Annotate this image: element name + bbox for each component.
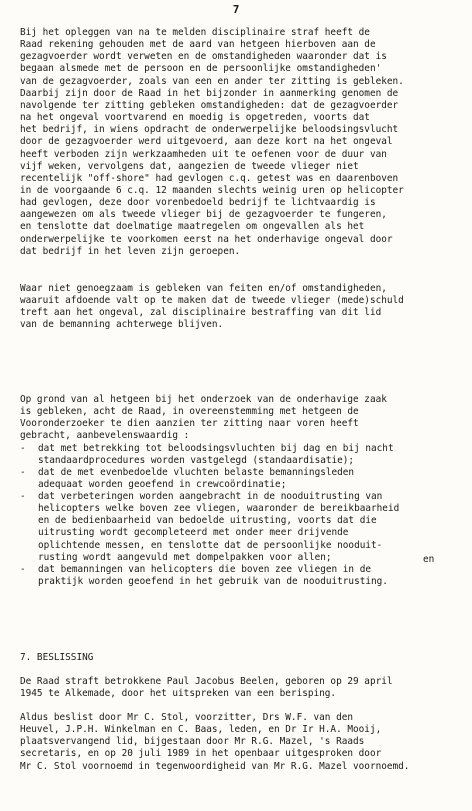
bullet-line: uitrusting wordt gecompleteerd met onder meer drijvende xyxy=(38,527,349,538)
paragraph-5-line: plaatsvervangend lid, bijgestaan door Mr R.G. Mazel, 's Raads xyxy=(20,736,365,747)
paragraph-1-line: van de gezagvoerder, zoals van een en ander ter zitting is gebleken. xyxy=(20,76,404,87)
bullet-dash: - xyxy=(20,491,26,502)
paragraph-5-line: Mr C. Stol voornoemd in tegenwoordigheid van Mr R.G. Mazel voornoemd. xyxy=(20,761,410,772)
bullet-line: helicopters welke boven zee vliegen, waaronder de bereikbaarheid xyxy=(38,503,400,514)
paragraph-1-line: recentelijk "off-shore" had gevlogen c.q. getest was en daarenboven xyxy=(20,173,399,184)
paragraph-3-line: Op grond van al hetgeen bij het onderzoek van de onderhavige zaak xyxy=(20,394,387,405)
paragraph-1-line: begaan alsmede met de persoon en de persoonlijke omstandigheden' xyxy=(20,63,382,74)
bullet-line: dat de met evenbedoelde vluchten belaste bemanningsleden xyxy=(38,467,355,478)
paragraph-5-line: Aldus beslist door Mr C. Stol, voorzitter, Drs W.F. van den xyxy=(20,712,354,723)
paragraph-2-line: van de bemanning achterwege blijven. xyxy=(20,319,224,330)
paragraph-5-line: secretaris, en op 20 juli 1989 in het openbaar uitgesproken door xyxy=(20,748,382,759)
paragraph-2-line: waaruit afdoende valt op te maken dat de tweede vlieger (mede)schuld xyxy=(20,295,404,306)
paragraph-1-line: heeft verboden zijn werkzaamheden uit te oefenen voor de duur van xyxy=(20,149,387,160)
paragraph-1-line: Bij het opleggen van na te melden disciplinaire straf heeft de xyxy=(20,27,370,38)
bullet-dash: - xyxy=(20,443,26,454)
paragraph-5-line: Heuvel, J.P.H. Winkelman en C. Baas, leden, en Dr Ir H.A. Mooij, xyxy=(20,724,382,735)
page-number: 7 xyxy=(232,3,240,16)
paragraph-1-line: aangewezen om als tweede vlieger bij de gezagvoerder te fungeren, xyxy=(20,209,387,220)
bullet-dash: - xyxy=(20,467,26,478)
bullet-conjunction: en xyxy=(423,554,435,565)
paragraph-1-line: Raad rekening gehouden met de aard van hetgeen hierboven aan de xyxy=(20,39,376,50)
paragraph-1-line: en tenslotte dat doelmatige maatregelen om ongevallen als het xyxy=(20,221,365,232)
bullet-line: adequaat worden geoefend in crewcoördinatie; xyxy=(38,479,287,490)
paragraph-1-line: het bedrijf, in wiens opdracht de onderwerpelijke beloodsingsvlucht xyxy=(20,124,399,135)
section-heading: 7. BESLISSING xyxy=(20,652,94,663)
bullet-line: rusting wordt aangevuld met dompelpakken voor allen; xyxy=(38,552,332,563)
paragraph-1-line: gezagvoerder wordt verweten en de omstandigheden waaronder dat is xyxy=(20,51,387,62)
bullet-line: oplichtende messen, en tenslotte dat de persoonlijke nooduit- xyxy=(38,540,383,551)
paragraph-4-line: 1945 te Alkemade, door het uitspreken van een berisping. xyxy=(20,688,337,699)
paragraph-3-line: Vooronderzoeker te dien aanzien ter zitting naar voren heeft xyxy=(20,418,359,429)
paragraph-3-line: gebracht, aanbevelenswaardig : xyxy=(20,430,190,441)
paragraph-1-line: onderwerpelijke te voorkomen eerst na het onderhavige ongeval door xyxy=(20,234,393,245)
bullet-line: praktijk worden geoefend in het gebruik van de nooduitrusting. xyxy=(38,576,388,587)
paragraph-1-line: Daarbij zijn door de Raad in het bijzonder in aanmerking genomen de xyxy=(20,88,399,99)
bullet-line: dat met betrekking tot beloodsingsvluchten bij dag en bij nacht xyxy=(38,443,394,454)
paragraph-4-line: De Raad straft betrokkene Paul Jacobus Beelen, geboren op 29 april xyxy=(20,676,393,687)
paragraph-1-line: navolgende ter zitting gebleken omstandigheden: dat de gezagvoerder xyxy=(20,100,399,111)
bullet-line: dat verbeteringen worden aangebracht in de nooduitrusting van xyxy=(38,491,383,502)
paragraph-3-line: is gebleken, acht de Raad, in overeenstemming met hetgeen de xyxy=(20,406,359,417)
paragraph-1-line: had gevlogen, deze door vorenbedoeld bedrijf te lichtvaardig is xyxy=(20,197,376,208)
bullet-line: dat bemanningen van helicopters die boven zee vliegen in de xyxy=(38,564,372,575)
paragraph-1-line: door de gezagvoerder werd uitgevoerd, aan deze kort na het ongeval xyxy=(20,136,393,147)
bullet-line: standaardprocedures worden vastgelegd (standaardisatie); xyxy=(38,455,355,466)
paragraph-2-line: Waar niet genoegzaam is gebleken van feiten en/of omstandigheden, xyxy=(20,283,387,294)
paragraph-1-line: na het ongeval voortvarend en moedig is opgetreden, voorts dat xyxy=(20,112,370,123)
paragraph-1-line: dat bedrijf in het leven zijn geroepen. xyxy=(20,246,241,257)
bullet-line: en de bedienbaarheid van bedoelde uitrusting, voorts dat die xyxy=(38,515,377,526)
paragraph-2-line: treft aan het ongeval, zal disciplinaire bestraffing van dit lid xyxy=(20,307,382,318)
paragraph-1-line: vijf weken, vervolgens dat, aangezien de tweede vlieger niet xyxy=(20,161,359,172)
paragraph-1-line: in de voorgaande 6 c.q. 12 maanden slechts weinig uren op helicopter xyxy=(20,185,404,196)
bullet-dash: - xyxy=(20,564,26,575)
